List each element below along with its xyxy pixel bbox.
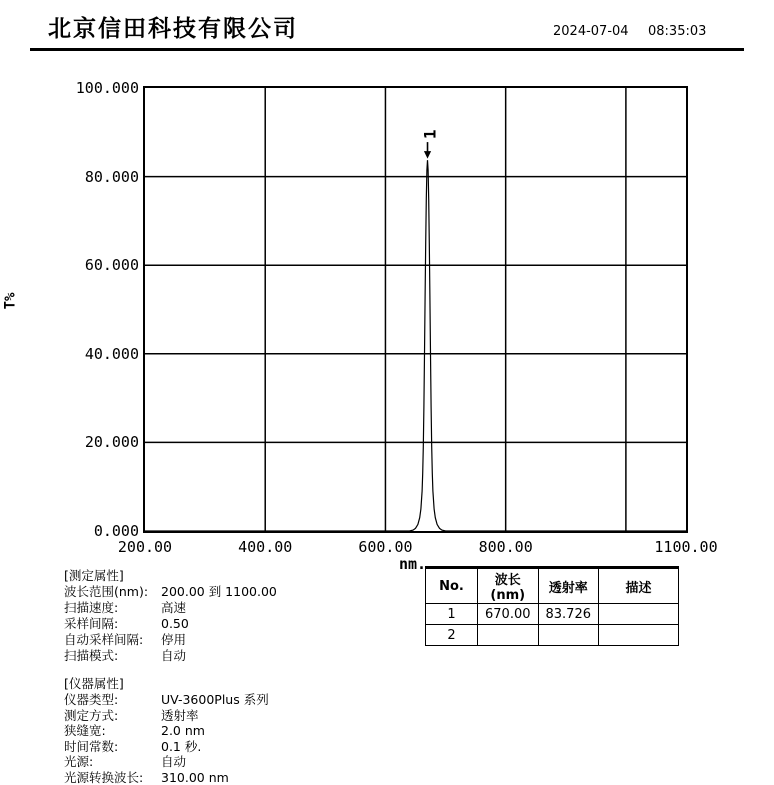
property-label: 波长范围(nm):	[64, 584, 161, 600]
property-label: 光源转换波长:	[64, 770, 161, 785]
company-name: 北京信田科技有限公司	[48, 10, 298, 43]
property-line	[64, 648, 277, 664]
y-tick-label: 0.000	[40, 522, 139, 540]
property-line	[64, 708, 269, 724]
property-value: 高速	[161, 600, 277, 616]
spectrum-chart	[143, 86, 688, 533]
peak-table	[425, 566, 679, 646]
x-tick-label: 1100.00	[654, 539, 717, 555]
report-date: 2024-07-04	[553, 24, 629, 39]
peak-description	[599, 625, 679, 646]
y-tick-label: 100.000	[40, 79, 139, 97]
property-value: UV-3600Plus 系列	[161, 692, 269, 708]
peak-wavelength	[478, 625, 539, 646]
instrument-properties	[64, 676, 269, 785]
col-header-transmittance: 透射率	[538, 568, 599, 604]
property-line	[64, 739, 269, 755]
property-value: 200.00 到 1100.00	[161, 584, 277, 600]
peak-no: 1	[426, 604, 478, 625]
y-tick-label: 80.000	[40, 168, 139, 186]
report-time: 08:35:03	[648, 24, 706, 39]
property-line	[64, 754, 269, 770]
property-value: 0.1 秒.	[161, 739, 269, 755]
x-axis-unit-label: nm.	[399, 555, 426, 573]
peak-wavelength: 670.00	[478, 604, 539, 625]
property-value: 2.0 nm	[161, 723, 269, 739]
table-row	[426, 604, 679, 625]
header-divider	[30, 48, 744, 51]
col-header-description: 描述	[599, 568, 679, 604]
property-line	[64, 600, 277, 616]
property-line	[64, 723, 269, 739]
measurement-section-title: [测定属性]	[64, 568, 277, 584]
property-label: 采样间隔:	[64, 616, 161, 632]
property-value: 自动	[161, 754, 269, 770]
spectrum-curve	[145, 160, 686, 531]
property-value: 透射率	[161, 708, 269, 724]
peak-description	[599, 604, 679, 625]
table-row	[426, 625, 679, 646]
property-value: 310.00 nm	[161, 770, 269, 785]
property-label: 测定方式:	[64, 708, 161, 724]
property-line	[64, 584, 277, 600]
property-label: 自动采样间隔:	[64, 632, 161, 648]
property-label: 扫描模式:	[64, 648, 161, 664]
col-header-wavelength: 波长(nm)	[478, 568, 539, 604]
property-label: 仪器类型:	[64, 692, 161, 708]
x-tick-label: 800.00	[479, 539, 533, 555]
col-header-no: No.	[426, 568, 478, 604]
spectrum-plot-svg	[145, 88, 686, 531]
property-line	[64, 770, 269, 785]
property-value: 0.50	[161, 616, 277, 632]
instrument-section-title: [仪器属性]	[64, 676, 269, 692]
property-label: 光源:	[64, 754, 161, 770]
property-line	[64, 616, 277, 632]
y-tick-label: 40.000	[40, 345, 139, 363]
peak-no: 2	[426, 625, 478, 646]
x-tick-label: 200.00	[118, 539, 172, 555]
peak-table-header-row	[426, 568, 679, 604]
x-tick-label: 400.00	[238, 539, 292, 555]
property-label: 狭缝宽:	[64, 723, 161, 739]
property-line	[64, 692, 269, 708]
peak-transmittance	[538, 625, 599, 646]
x-tick-label: 600.00	[358, 539, 412, 555]
property-value: 自动	[161, 648, 277, 664]
y-tick-label: 60.000	[40, 256, 139, 274]
property-value: 停用	[161, 632, 277, 648]
property-label: 扫描速度:	[64, 600, 161, 616]
peak-number-label: 1	[421, 129, 440, 139]
y-tick-label: 20.000	[40, 433, 139, 451]
peak-transmittance: 83.726	[538, 604, 599, 625]
peak-arrow-icon	[424, 151, 431, 159]
measurement-properties	[64, 568, 277, 664]
property-line	[64, 632, 277, 648]
property-label: 时间常数:	[64, 739, 161, 755]
y-axis-label: T%	[2, 293, 18, 310]
